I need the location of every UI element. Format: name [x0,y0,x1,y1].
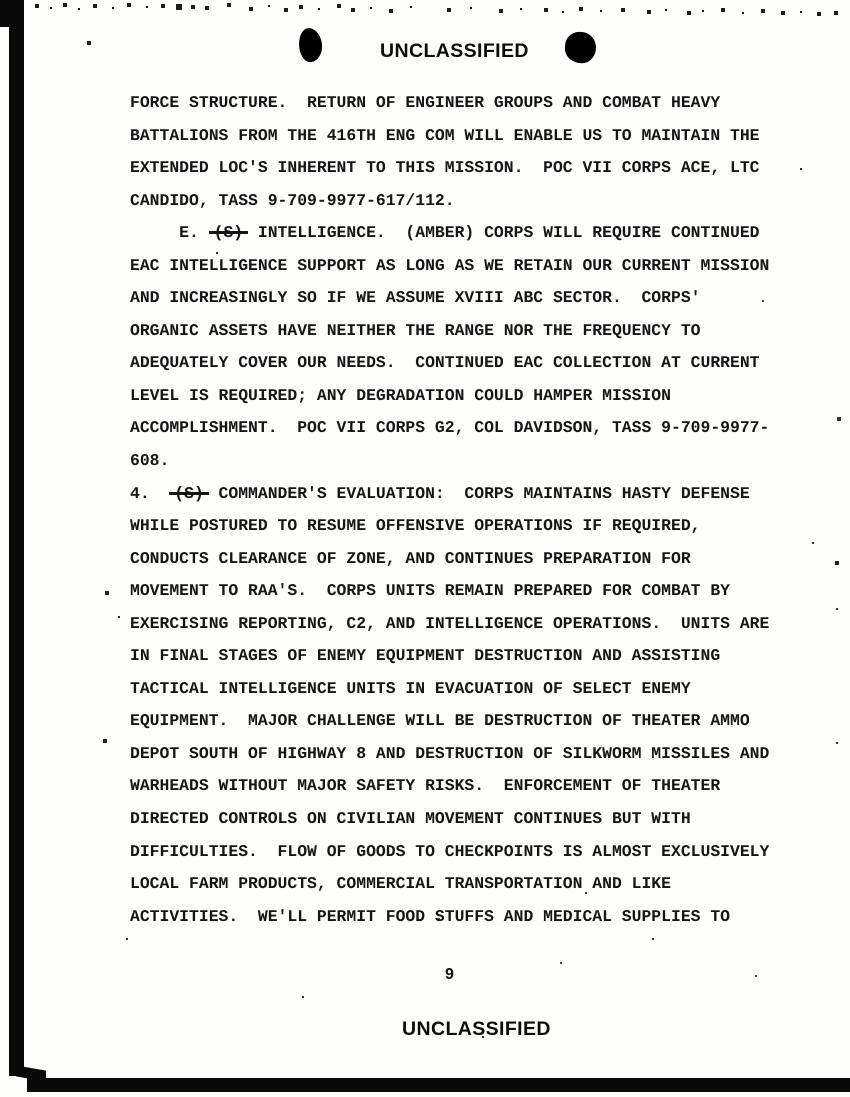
page-number: 9 [445,966,454,983]
text-line [130,217,810,250]
struck-classification-marking: (S) [169,484,208,503]
text-line [130,250,810,283]
text-line [130,705,810,738]
text-segment: EXTENDED LOC'S INHERENT TO THIS MISSION. POC VII CORPS ACE, LTC [130,158,760,178]
scan-edge-left-bar [9,0,24,1076]
text-segment: COMMANDER'S EVALUATION: CORPS MAINTAINS HASTY DEFENSE [208,483,750,503]
struck-classification-marking: (S) [209,223,248,242]
text-segment: ACTIVITIES. WE'LL PERMIT FOOD STUFFS AND MEDICAL SUPPLIES TO [130,906,730,926]
text-segment: AND INCREASINGLY SO IF WE ASSUME XVIII ABC SECTOR. CORPS' [130,288,701,308]
text-segment: ACCOMPLISHMENT. POC VII CORPS G2, COL DAVIDSON, TASS 9-709-9977- [130,418,770,438]
text-segment: BATTALIONS FROM THE 416TH ENG COM WILL ENABLE US TO MAINTAIN THE [130,125,760,145]
text-segment: LEVEL IS REQUIRED; ANY DEGRADATION COULD HAMPER MISSION [130,385,671,405]
text-line [130,478,810,511]
text-segment: MOVEMENT TO RAA'S. CORPS UNITS REMAIN PREPARED FOR COMBAT BY [130,581,730,601]
document-body [130,87,810,933]
text-segment: DIFFICULTIES. FLOW OF GOODS TO CHECKPOINTS IS ALMOST EXCLUSIVELY [130,841,770,861]
text-segment: DIRECTED CONTROLS ON CIVILIAN MOVEMENT CONTINUES BUT WITH [130,809,691,829]
ink-blob-right [563,30,597,64]
text-segment: CONDUCTS CLEARANCE OF ZONE, AND CONTINUES PREPARATION FOR [130,548,691,568]
text-line [130,87,810,120]
text-line [130,640,810,673]
text-segment: FORCE STRUCTURE. RETURN OF ENGINEER GROUPS AND COMBAT HEAVY [130,93,721,112]
scan-edge-bottom-bar [27,1078,850,1092]
text-segment: INTELLIGENCE. (AMBER) CORPS WILL REQUIRE CONTINUED [248,223,760,243]
text-line [130,380,810,413]
text-segment: IN FINAL STAGES OF ENEMY EQUIPMENT DESTRUCTION AND ASSISTING [130,646,721,666]
text-segment: LOCAL FARM PRODUCTS, COMMERCIAL TRANSPORTATION AND LIKE [130,874,671,894]
text-line [130,673,810,706]
text-line [130,347,810,380]
text-line [130,120,810,153]
header-classification-banner: UNCLASSIFIED [380,40,529,62]
text-line [130,543,810,576]
scan-stray-dots [0,0,2,2]
text-segment: DEPOT SOUTH OF HIGHWAY 8 AND DESTRUCTION OF SILKWORM MISSILES AND [130,743,770,763]
text-segment: CANDIDO, TASS 9-709-9977-617/112. [130,190,455,210]
text-segment: 608. [130,451,170,471]
text-segment: TACTICAL INTELLIGENCE UNITS IN EVACUATION OF SELECT ENEMY [130,678,691,698]
text-segment: E. [130,223,209,243]
text-line [130,412,810,445]
text-segment: EAC INTELLIGENCE SUPPORT AS LONG AS WE RETAIN OUR CURRENT MISSION [130,255,770,275]
text-segment: WHILE POSTURED TO RESUME OFFENSIVE OPERATIONS IF REQUIRED, [130,516,701,536]
text-line [130,868,810,901]
text-line [130,836,810,869]
text-segment: ORGANIC ASSETS HAVE NEITHER THE RANGE NOR THE FREQUENCY TO [130,320,701,340]
text-line [130,185,810,218]
text-line [130,575,810,608]
scan-edge-top-left [0,0,17,27]
text-segment: ADEQUATELY COVER OUR NEEDS. CONTINUED EAC COLLECTION AT CURRENT [130,353,760,373]
text-line [130,770,810,803]
ink-blob-left [297,27,325,64]
text-line [130,152,810,185]
text-line [130,510,810,543]
text-segment: EXERCISING REPORTING, C2, AND INTELLIGENCE OPERATIONS. UNITS ARE [130,613,770,633]
text-segment: 4. [130,483,170,503]
text-line [130,901,810,934]
footer-classification-banner: UNCLASSIFIED [402,1018,551,1040]
text-line [130,282,810,315]
text-segment: WARHEADS WITHOUT MAJOR SAFETY RISKS. ENFORCEMENT OF THEATER [130,776,721,796]
text-segment: EQUIPMENT. MAJOR CHALLENGE WILL BE DESTRUCTION OF THEATER AMMO [130,711,750,731]
text-line [130,315,810,348]
text-line [130,803,810,836]
text-line [130,738,810,771]
text-line [130,608,810,641]
text-line [130,445,810,478]
